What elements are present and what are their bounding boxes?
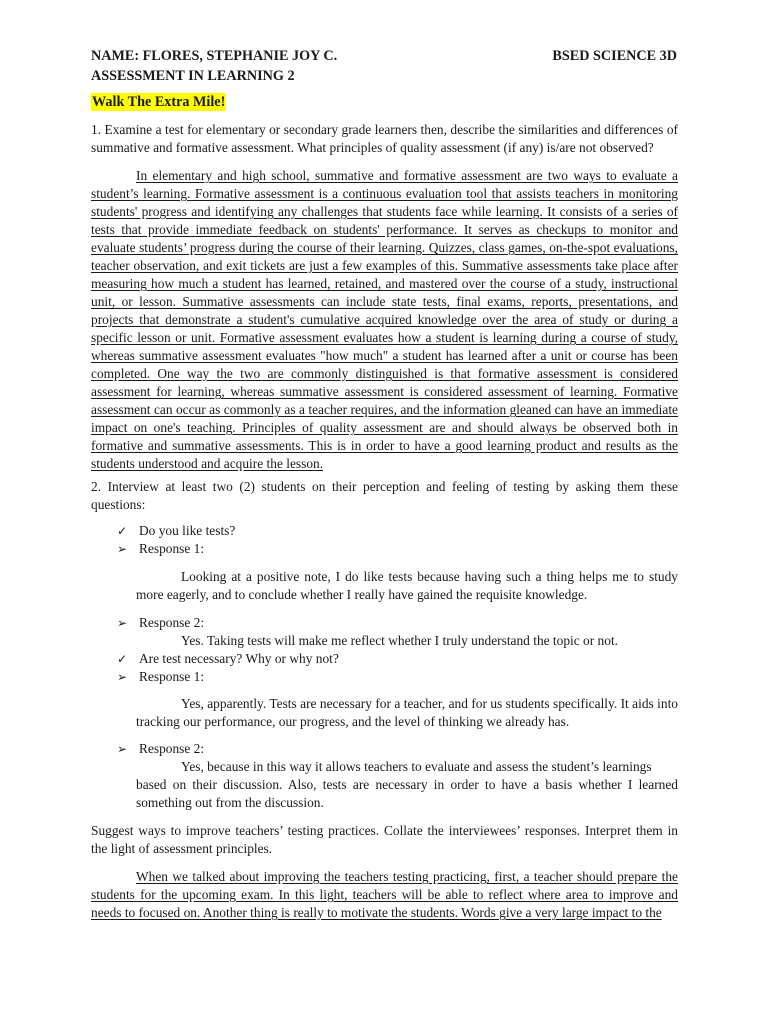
question-item-2	[117, 650, 339, 668]
response-1-label: Response 1:	[139, 541, 205, 556]
response-item-2	[117, 614, 204, 632]
student-name: NAME: FLORES, STEPHANIE JOY C.	[91, 48, 338, 64]
question-item-1	[117, 522, 235, 540]
response-4-line-1: Yes, because in this way it allows teachers to evaluate and assess the student’s learnings	[181, 759, 652, 774]
question-3-prompt: Suggest ways to improve teachers’ testing practices. Collate the interviewees’ responses. Interpret them in the light of assessment principles.	[91, 823, 678, 856]
arrowhead-icon: ➢	[117, 542, 128, 556]
activity-title: Walk The Extra Mile!	[92, 94, 226, 110]
response-2-text: Yes. Taking tests will make me reflect whether I truly understand the topic or not.	[181, 633, 619, 648]
question-2-text: Are test necessary? Why or why not?	[139, 651, 339, 666]
response-item-4	[117, 740, 204, 758]
course-title: ASSESSMENT IN LEARNING 2	[91, 68, 295, 84]
response-3-text: Yes, apparently. Tests are necessary for a teacher, and for us students specifically. It aids into tracking our performance, our progress, and the level of thinking we already has.	[136, 696, 678, 729]
check-mark-icon: ✓	[117, 652, 128, 666]
arrowhead-icon: ➢	[117, 616, 128, 630]
question-3-answer: When we talked about improving the teachers testing practicing, first, a teacher should prepare the students for the upcoming exam. In this light, teachers will be able to reflect where area to improve and needs to focused on. Another thing is really to motivate the students. Words give a very large impact to the	[91, 869, 678, 920]
response-2-label: Response 2:	[139, 615, 205, 630]
class-section: BSED SCIENCE 3D	[552, 48, 677, 64]
response-4-text: based on their discussion. Also, tests are necessary in order to have a basis whether I learned something out from the discussion.	[136, 777, 678, 810]
check-mark-icon: ✓	[117, 524, 128, 538]
response-item-1	[117, 540, 204, 558]
response-4-label: Response 2:	[139, 741, 205, 756]
response-item-3	[117, 668, 204, 686]
arrowhead-icon: ➢	[117, 742, 128, 756]
question-1-answer: In elementary and high school, summative and formative assessment are two ways to evaluate a student’s learning. Formative assessment is a continuous evaluation tool that assists teachers in monitoring students' progress and identifying any challenges that students face while learning. It consists of a series of tests that provide immediate feedback on students' performance. It serves as checkups to monitor and evaluate students’ progress during the course of their learning. Quizzes, class games, on-the-spot evaluations, teacher observation, and exit tickets are just a few examples of this. Summative assessments take place after measuring how much a student has learned, retained, and mastered over the course of a study, instructional unit, or lesson. Summative assessments can include state tests, final exams, reports, presentations, and projects that demonstrate a student's cumulative acquired knowledge over the area of study or during a specific lesson or unit. Formative assessment evaluates how a student is learning during a course of study, whereas summative assessment evaluates "how much" a student has learned after a unit or course has been completed. One way the two are commonly distinguished is that formative assessment is considered assessment for learning, whereas summative assessment is considered assessment of learning. Formative assessment can occur as commonly as a teacher requires, and the information gleaned can have an immediate impact on one's teaching. Principles of quality assessment are and should always be observed both in formative and summative assessments. This is in order to have a good learning product and results as the students understood and acquire the lesson.	[91, 168, 678, 471]
arrowhead-icon: ➢	[117, 670, 128, 684]
response-1-text: Looking at a positive note, I do like tests because having such a thing helps me to study more eagerly, and to conclude whether I really have gained the requisite knowledge.	[136, 569, 678, 602]
question-2-prompt: 2. Interview at least two (2) students on their perception and feeling of testing by asking them these questions:	[91, 479, 678, 512]
response-3-label: Response 1:	[139, 669, 205, 684]
question-1-text: Do you like tests?	[139, 523, 236, 538]
question-1-prompt: 1. Examine a test for elementary or secondary grade learners then, describe the similarities and differences of summative and formative assessment. What principles of quality assessment (if any) is/are not observed?	[91, 122, 678, 155]
